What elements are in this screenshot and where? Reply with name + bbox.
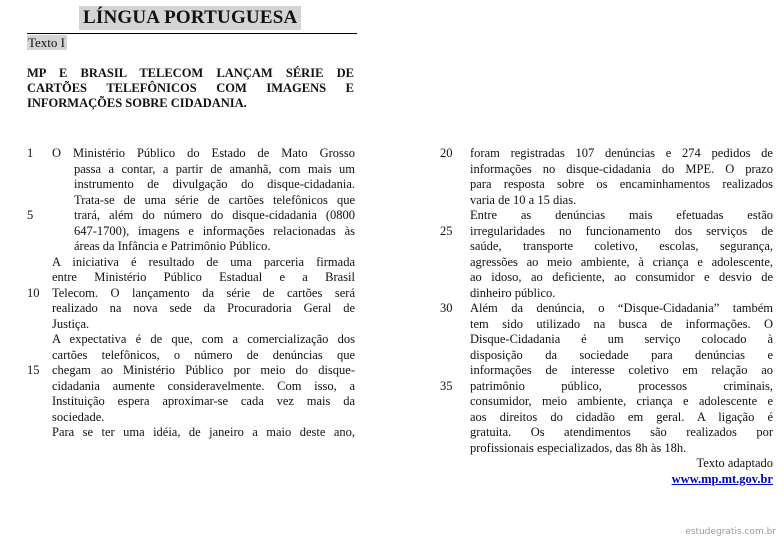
line-text: trará, além do número do disque-cidadania (0800 <box>74 208 355 222</box>
text-line <box>440 379 773 395</box>
text-line <box>440 363 773 379</box>
text-line <box>440 193 773 209</box>
text-line <box>27 208 355 224</box>
line-text: realizado na nova sede da Procuradoria Geral de <box>52 301 355 315</box>
line-text: áreas da Infância e Patrimônio Público. <box>74 239 271 253</box>
line-text: agressões ao meio ambiente, à criança e adolescente, <box>470 254 773 269</box>
text-line <box>27 317 355 333</box>
text-line <box>440 270 773 286</box>
text-line <box>440 332 773 348</box>
line-number <box>27 193 52 209</box>
line-text: Instituição espera aproximar-se cada vez mais da <box>52 394 355 408</box>
text-label: Texto I <box>28 35 65 50</box>
text-line <box>27 379 355 395</box>
line-text: O Ministério Público do Estado de Mato Grosso <box>52 146 355 160</box>
line-text: Justiça. <box>52 316 90 331</box>
line-text: A expectativa é de que, com a comercialização dos <box>52 332 355 346</box>
right-column <box>440 146 773 487</box>
line-number <box>440 425 470 441</box>
text-line <box>27 146 355 162</box>
source-note: Texto adaptado <box>696 456 773 470</box>
line-number <box>440 332 470 348</box>
line-text: 647-1700), imagens e informações relacionadas às <box>74 223 355 238</box>
text-line <box>27 239 355 255</box>
line-text: dinheiro público. <box>470 285 556 300</box>
line-text: tem sido utilizado na busca de informações. O <box>470 316 773 331</box>
line-text: informações de interesse coletivo em relação ao <box>470 363 773 377</box>
line-text: foram registradas 107 denúncias e 274 pedidos de <box>470 146 773 160</box>
text-line <box>440 317 773 333</box>
text-line <box>440 348 773 364</box>
line-number <box>440 363 470 379</box>
line-number: 30 <box>440 301 453 315</box>
line-number <box>440 410 470 426</box>
text-line <box>27 363 355 379</box>
text-line <box>440 162 773 178</box>
line-number <box>27 301 52 317</box>
line-number <box>440 177 470 193</box>
line-text: Trata-se de uma série de cartões telefônicos que <box>74 192 355 207</box>
line-number <box>440 162 470 178</box>
line-number <box>440 239 470 255</box>
line-text: patrimônio público, processos criminais, <box>470 378 773 393</box>
text-line <box>27 286 355 302</box>
section-title: LÍNGUA PORTUGUESA <box>79 6 301 30</box>
line-number: 20 <box>440 146 453 160</box>
line-number <box>27 425 52 441</box>
line-number <box>27 162 52 178</box>
line-text: sociedade. <box>52 409 105 424</box>
text-line <box>440 410 773 426</box>
line-number: 10 <box>27 285 40 300</box>
text-line <box>27 410 355 426</box>
source-link[interactable]: www.mp.mt.gov.br <box>671 471 773 486</box>
source-link-line <box>440 472 773 488</box>
line-number <box>440 193 470 209</box>
text-line <box>27 348 355 364</box>
line-number <box>27 239 52 255</box>
text-line <box>440 301 773 317</box>
line-number <box>27 379 52 395</box>
right-column-lines <box>440 146 773 456</box>
text-line <box>27 162 355 178</box>
text-line <box>440 255 773 271</box>
text-line <box>440 177 773 193</box>
text-line <box>440 441 773 457</box>
line-text: Além da denúncia, o “Disque-Cidadania” também <box>470 301 773 315</box>
line-text: chegam ao Ministério Público por meio do disque- <box>52 363 355 377</box>
text-line <box>27 270 355 286</box>
line-text: cartões telefônicos, o número de denúncias que <box>52 347 355 362</box>
text-line <box>440 286 773 302</box>
line-text: entre Ministério Público Estadual e a Brasil <box>52 270 355 284</box>
line-text: instrumento de divulgação do disque-cidadania. <box>74 177 355 191</box>
line-number <box>27 348 52 364</box>
text-line <box>27 224 355 240</box>
line-number <box>440 208 470 224</box>
text-line <box>27 394 355 410</box>
line-number <box>440 286 470 302</box>
line-text: varia de 10 a 15 dias. <box>470 192 577 207</box>
line-text: gratuita. Os atendimentos são realizados por <box>470 425 773 439</box>
line-text: aos direitos do cidadão em geral. A ligação é <box>470 409 773 424</box>
line-text: saúde, transporte coletivo, escolas, segurança, <box>470 239 773 253</box>
line-text: profissionais especializados, das 8h às 18h. <box>470 440 687 455</box>
line-number: 1 <box>27 146 34 160</box>
article-headline: MP E BRASIL TELECOM LANÇAM SÉRIE DE CARTÕES TELEFÔNICOS COM IMAGENS E INFORMAÇÕES SOBRE CIDADANIA. <box>27 66 354 110</box>
line-number: 25 <box>440 223 453 238</box>
line-number <box>440 317 470 333</box>
text-label-bar <box>27 33 357 52</box>
line-number <box>27 394 52 410</box>
line-text: consumidor, meio ambiente, criança e adolescente e <box>470 394 773 408</box>
text-line <box>27 301 355 317</box>
text-line <box>440 394 773 410</box>
line-number <box>440 441 470 457</box>
line-text: Telecom. O lançamento da série de cartões será <box>52 285 355 300</box>
line-text: disposição da sociedade para denúncias e <box>470 347 773 362</box>
line-number <box>440 255 470 271</box>
text-line <box>440 425 773 441</box>
line-text: irregularidades no funcionamento dos serviços de <box>470 223 773 238</box>
line-number <box>27 270 52 286</box>
line-number <box>27 255 52 271</box>
text-line <box>440 239 773 255</box>
line-number: 5 <box>27 208 34 222</box>
text-line <box>27 177 355 193</box>
watermark: estudegratis.com.br <box>685 527 776 537</box>
line-text: Entre as denúncias mais efetuadas estão <box>470 208 773 222</box>
text-line <box>440 208 773 224</box>
line-text: informações no disque-cidadania do MPE. O prazo <box>470 161 773 176</box>
line-number <box>27 410 52 426</box>
text-line <box>27 425 355 441</box>
line-text: ao idoso, ao deficiente, ao consumidor e desvio de <box>470 270 773 284</box>
line-text: cidadania aumente consideravelmente. Com isso, a <box>52 378 355 393</box>
text-line <box>27 193 355 209</box>
line-text: Para se ter uma idéia, de janeiro a maio deste ano, <box>52 425 355 439</box>
text-line <box>27 255 355 271</box>
left-column <box>27 146 355 441</box>
line-number <box>27 317 52 333</box>
text-line <box>27 332 355 348</box>
text-line <box>440 146 773 162</box>
line-text: para resposta sobre os encaminhamentos realizados <box>470 177 773 191</box>
line-number: 35 <box>440 378 453 393</box>
text-line <box>440 224 773 240</box>
line-number <box>27 332 52 348</box>
line-number <box>440 348 470 364</box>
line-number <box>440 270 470 286</box>
line-number <box>27 177 52 193</box>
line-number: 15 <box>27 363 40 377</box>
line-text: passa a contar, a partir de amanhã, com mais um <box>74 161 355 176</box>
line-number <box>27 224 52 240</box>
line-text: Disque-Cidadania é um serviço colocado à <box>470 332 773 346</box>
line-number <box>440 394 470 410</box>
line-text: A iniciativa é resultado de uma parceria firmada <box>52 254 355 269</box>
source-note-line <box>440 456 773 472</box>
